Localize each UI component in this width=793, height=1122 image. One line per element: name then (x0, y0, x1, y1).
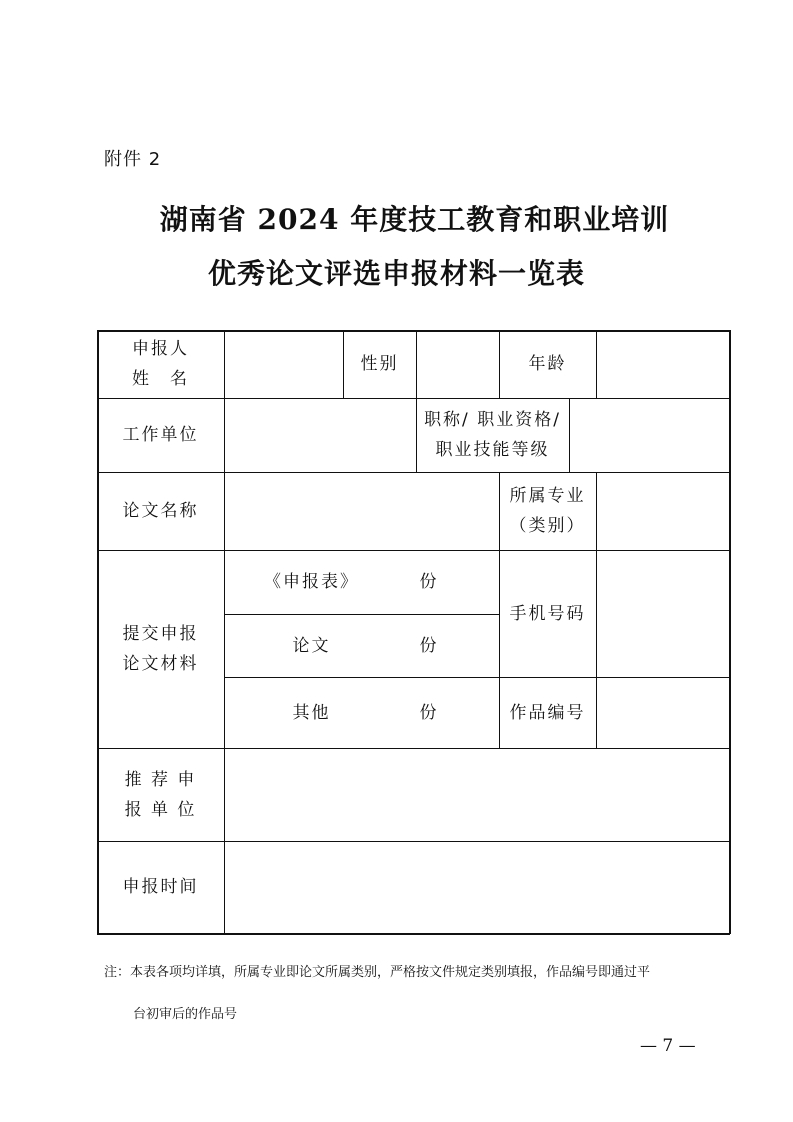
paper-name-label: 论文名称 (122, 501, 199, 521)
submitted-materials-line2: 论文材料 (122, 654, 199, 674)
paper-copies-unit: 份 (419, 635, 439, 656)
title-qualification-line2: 职业技能等级 (435, 440, 550, 460)
other-copies-label: 其他 (292, 702, 331, 723)
other-copies-unit: 份 (419, 702, 439, 723)
gender-label: 性别 (360, 354, 399, 374)
major-label-line2: （类别） (509, 516, 586, 536)
major-field[interactable] (596, 472, 729, 550)
document-title-line-1: 湖南省 2024 年度技工教育和职业培训 (159, 203, 670, 236)
paper-name-field[interactable] (224, 472, 499, 550)
table-border-bottom (97, 933, 730, 935)
title-qualification-line1: 职称/ 职业资格/ (424, 410, 561, 430)
work-number-label: 作品编号 (509, 702, 586, 723)
recommending-unit-field[interactable] (224, 748, 729, 841)
phone-label: 手机号码 (509, 603, 586, 624)
age-field[interactable] (596, 330, 729, 398)
note-line-2: 台初审后的作品号 (133, 1007, 238, 1022)
recommending-unit-label (97, 748, 224, 841)
note-line-1: 注：本表各项均详填，所属专业即论文所属类别，严格按文件规定类别填报，作品编号即通过平 (104, 965, 651, 980)
age-label: 年龄 (528, 354, 567, 374)
title-qualification-field[interactable] (569, 398, 729, 472)
recommending-unit-line2: 报 单 位 (124, 799, 197, 820)
work-number-field[interactable] (596, 677, 729, 748)
applicant-name-label-line2: 姓 名 (132, 369, 189, 389)
work-unit-field[interactable] (224, 398, 416, 472)
recommending-unit-line1: 推 荐 申 (124, 769, 197, 790)
applicant-name-label-line1: 申报人 (132, 339, 189, 359)
application-form-copies-label: 《申报表》 (264, 572, 359, 592)
paper-copies-label: 论文 (292, 635, 331, 656)
work-unit-label: 工作单位 (122, 425, 199, 445)
table-border-right (729, 330, 731, 934)
applicant-name-label (97, 330, 224, 398)
major-label (499, 472, 596, 550)
application-time-field[interactable] (224, 841, 729, 933)
submitted-materials-label (97, 550, 224, 748)
document-title-line-2: 优秀论文评选申报材料一览表 (207, 257, 585, 290)
page-number: — 7 — (640, 1036, 696, 1056)
application-time-label: 申报时间 (122, 877, 199, 897)
major-label-line1: 所属专业 (509, 486, 586, 506)
phone-field[interactable] (596, 550, 729, 677)
submitted-materials-line1: 提交申报 (122, 624, 199, 644)
application-form-copies-unit: 份 (419, 572, 439, 592)
gender-field[interactable] (416, 330, 499, 398)
applicant-name-field[interactable] (224, 330, 343, 398)
attachment-label: 附件 2 (104, 149, 162, 170)
title-qualification-label (416, 398, 569, 472)
